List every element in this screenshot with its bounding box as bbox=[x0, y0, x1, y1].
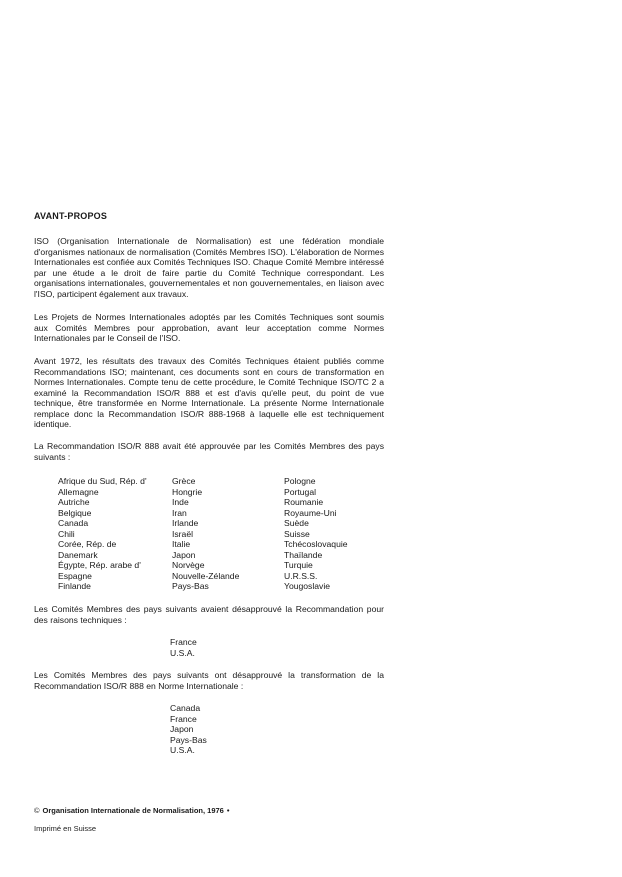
disapproved-recommendation-list bbox=[170, 637, 197, 658]
page-heading: AVANT-PROPOS bbox=[34, 211, 108, 221]
country-name: Roumanie bbox=[284, 497, 324, 507]
country-name: U.R.S.S. bbox=[284, 570, 318, 581]
copyright-symbol: © bbox=[34, 806, 40, 815]
country-name: Canada bbox=[170, 703, 201, 713]
country-name: Nouvelle-Zélande bbox=[172, 570, 240, 581]
paragraph-iso-intro: ISO (Organisation Internationale de Normalisation) est une fédération mondiale d'organismes nationaux de normalisation (Comités Membres ISO). L'élaboration de Normes Internationales est confiée aux Comités Techniques ISO. Chaque Comité Membre intéressé par une étude a le droit de faire partie du Comité Technique correspondant. Les organisations internationales, gouvernementales et non gouvernementales, en liaison avec l'ISO, participent également aux travaux. bbox=[34, 236, 384, 299]
country-name: Corée, Rép. de bbox=[58, 539, 117, 549]
country-name: Turquie bbox=[284, 560, 313, 570]
paragraph-disapproved-transformation: Les Comités Membres des pays suivants ont désapprouvé la transformation de la Recommandation ISO/R 888 en Norme Internationale : bbox=[34, 670, 384, 691]
country-name: Égypte, Rép. arabe d' bbox=[58, 560, 141, 570]
country-name: Allemagne bbox=[58, 486, 99, 497]
country-name: Irlande bbox=[172, 518, 199, 528]
country-name: France bbox=[170, 637, 197, 647]
country-name: Inde bbox=[172, 497, 189, 507]
country-name: Norvège bbox=[172, 560, 205, 570]
country-name: Italie bbox=[172, 539, 191, 549]
paragraph-disapproved-recommendation: Les Comités Membres des pays suivants avaient désapprouvé la Recommandation pour des raisons techniques : bbox=[34, 604, 384, 625]
country-name: Yougoslavie bbox=[284, 581, 331, 591]
country-name: Suisse bbox=[284, 528, 310, 539]
bullet-icon: • bbox=[226, 806, 230, 815]
country-name: Portugal bbox=[284, 486, 317, 497]
country-name: U.S.A. bbox=[170, 745, 195, 755]
country-name: Finlande bbox=[58, 581, 91, 591]
paragraph-draft-standards: Les Projets de Normes Internationales adoptés par les Comités Techniques sont soumis aux Comités Membres pour approbation, avant leur acceptation comme Normes Internationales par le Conseil de l'ISO. bbox=[34, 312, 384, 343]
country-name: Hongrie bbox=[172, 486, 203, 497]
country-column-1 bbox=[58, 476, 147, 592]
country-name: Pays-Bas bbox=[170, 734, 207, 745]
paragraph-transformation: Avant 1972, les résultats des travaux des Comités Techniques étaient publiés comme Recommandations ISO; maintenant, ces documents sont en cours de transformation en Normes Internationales. Compte tenu de cette procédure, le Comité Technique ISO/TC 2 a examiné la Recommandation ISO/R 888 et est d'avis qu'elle peut, du point de vue technique, être transformée en Norme Internationale. La présente Norme Internationale remplace donc la Recommandation ISO/R 888-1968 à laquelle elle est techniquement identique. bbox=[34, 356, 384, 429]
country-name: Tchécoslovaquie bbox=[284, 539, 348, 549]
country-name: U.S.A. bbox=[170, 647, 195, 658]
country-name: France bbox=[170, 713, 197, 724]
country-name: Chili bbox=[58, 528, 75, 539]
country-name: Afrique du Sud, Rép. d' bbox=[58, 476, 147, 486]
country-name: Pologne bbox=[284, 476, 316, 486]
country-name: Royaume-Uni bbox=[284, 507, 337, 518]
paragraph-approval-intro: La Recommandation ISO/R 888 avait été approuvée par les Comités Membres des pays suivants : bbox=[34, 441, 384, 462]
country-name: Canada bbox=[58, 518, 89, 528]
country-name: Espagne bbox=[58, 570, 92, 581]
country-name: Thaïlande bbox=[284, 549, 323, 560]
country-name: Suède bbox=[284, 518, 309, 528]
country-name: Grèce bbox=[172, 476, 196, 486]
country-name: Japon bbox=[170, 724, 194, 734]
country-column-2 bbox=[172, 476, 239, 592]
copyright-line bbox=[34, 806, 229, 817]
country-name: Japon bbox=[172, 549, 196, 560]
country-name: Danemark bbox=[58, 549, 98, 560]
copyright-text: Organisation Internationale de Normalisation, 1976 bbox=[42, 806, 224, 815]
printed-in-line: Imprimé en Suisse bbox=[34, 824, 97, 833]
country-name: Iran bbox=[172, 507, 187, 518]
country-name: Pays-Bas bbox=[172, 581, 209, 591]
country-name: Belgique bbox=[58, 507, 92, 518]
country-name: Israël bbox=[172, 528, 194, 539]
country-column-3 bbox=[284, 476, 348, 592]
disapproved-transformation-list bbox=[170, 703, 207, 756]
country-name: Autriche bbox=[58, 497, 90, 507]
